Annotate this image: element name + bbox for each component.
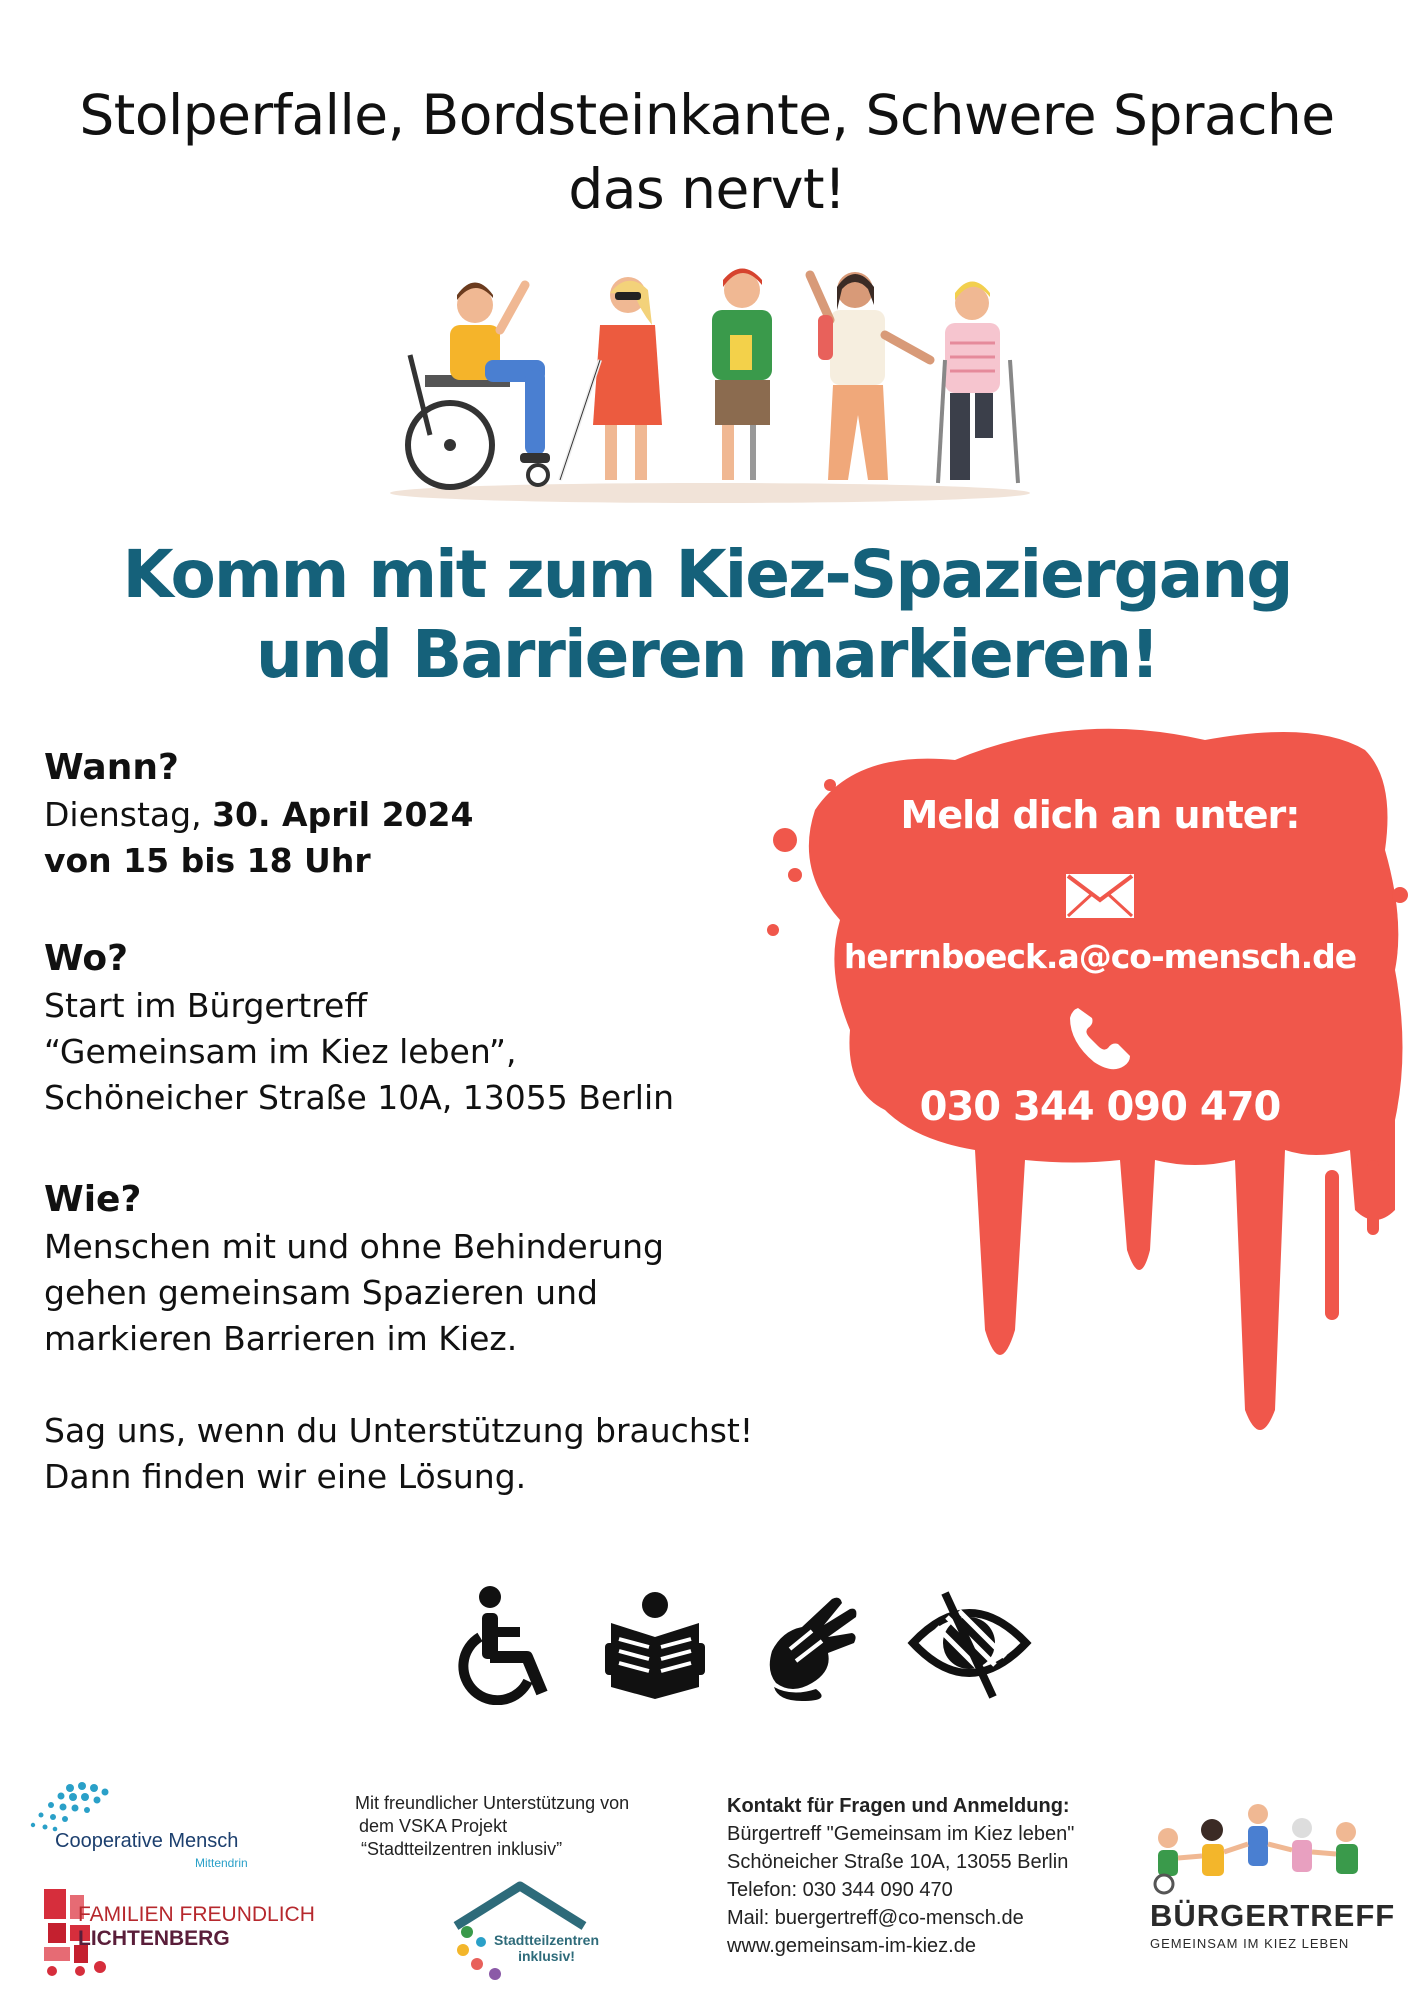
envelope-icon [820,872,1380,924]
man-with-crutch-figure [938,282,1018,484]
how-support-1: Sag uns, wenn du Unterstützung brauchst! [44,1411,754,1450]
familien-line-2: LICHTENBERG [78,1927,230,1950]
support-line-3: “Stadtteilzentren inklusiv” [361,1839,563,1859]
signup-phone[interactable]: 030 344 090 470 [919,1084,1281,1130]
how-line-2: gehen gemeinsam Spazieren und [44,1273,598,1312]
woman-waving-figure [810,272,930,480]
signup-email[interactable]: herrnboeck.a@co-mensch.de [843,937,1357,976]
contact-mail[interactable]: Mail: buergertreff@co-mensch.de [727,1907,1024,1929]
colored-dots-icon [455,1922,505,1982]
headline [0,78,1414,226]
blind-person-figure [560,277,662,480]
when-heading: Wann? [44,747,179,788]
when-time: von 15 bis 18 Uhr [44,841,371,880]
stz-line-1: Stadtteilzentren [494,1932,600,1948]
where-section [44,935,674,1121]
easy-read-icon [605,1591,705,1701]
coop-sub: Mittendrin [195,1856,248,1870]
contact-website[interactable]: www.gemeinsam-im-kiez.de [727,1935,976,1957]
when-day: Dienstag, [44,795,202,834]
how-support-2: Dann finden wir eine Lösung. [44,1457,527,1496]
people-illustration [390,265,1040,505]
subheadline-line-1: Komm mit zum Kiez-Spaziergang [122,536,1292,613]
where-line-1: Start im Bürgertreff [44,986,368,1025]
where-line-3: Schöneicher Straße 10A, 13055 Berlin [44,1078,675,1117]
stadtteilzentren-logo [450,1880,610,1990]
stz-line-2: inklusiv! [518,1948,575,1964]
boy-with-book-figure [712,269,772,481]
low-vision-icon [907,1587,1032,1702]
headline-line-1: Stolperfalle, Bordsteinkante, Schwere Sprache [79,83,1335,147]
how-line-3: markieren Barrieren im Kiez. [44,1319,518,1358]
contact-phone[interactable]: Telefon: 030 344 090 470 [727,1879,953,1901]
headline-line-2: das nervt! [568,157,846,221]
people-group-icon [1140,1800,1380,1895]
how-heading: Wie? [44,1179,142,1220]
coop-name: Cooperative Mensch [55,1830,239,1852]
contact-line-1: Bürgertreff "Gemeinsam im Kiez leben" [727,1823,1075,1845]
when-date-line [44,792,473,838]
cooperative-mensch-logo [25,1780,325,1890]
where-heading: Wo? [44,938,129,979]
support-text [355,1792,715,1861]
when-section [44,744,473,884]
bt-sub: GEMEINSAM IM KIEZ LEBEN [1150,1936,1350,1951]
dots-logo-icon [25,1780,120,1835]
how-section [44,1176,753,1500]
where-line-2: “Gemeinsam im Kiez leben”, [44,1032,517,1071]
signup-box [820,790,1380,1132]
subheadline [0,535,1414,695]
sign-language-icon [762,1591,862,1701]
wheelchair-user-figure [408,283,550,488]
contact-line-2: Schöneicher Straße 10A, 13055 Berlin [727,1851,1069,1873]
familien-freundlich-logo [40,1885,330,1980]
subheadline-line-2: und Barrieren markieren! [255,616,1159,693]
stz-text [494,1932,599,1964]
support-line-1: Mit freundlicher Unterstützung von [355,1793,630,1813]
familien-line-1: FAMILIEN FREUNDLICH [78,1903,315,1926]
contact-title: Kontakt für Fragen und Anmeldung: [727,1795,1070,1817]
wheelchair-icon [452,1585,557,1705]
buergertreff-logo [1140,1800,1396,1955]
support-line-2: dem VSKA Projekt [359,1816,508,1836]
phone-icon [820,1002,1380,1074]
accessibility-icons [452,1585,1032,1705]
how-line-1: Menschen mit und ohne Behinderung [44,1227,665,1266]
when-date: 30. April 2024 [212,795,474,834]
footer-contact [727,1792,1157,1960]
bt-title: BÜRGERTREFF [1150,1898,1396,1933]
signup-title: Meld dich an unter: [900,793,1300,837]
